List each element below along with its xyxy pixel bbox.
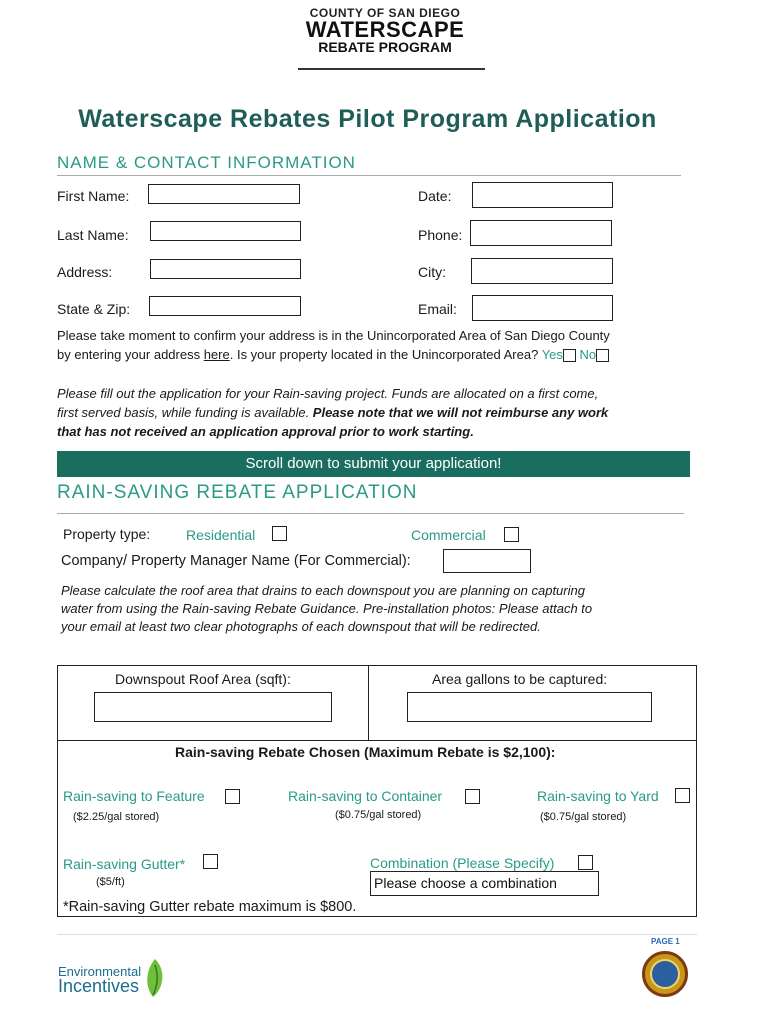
- unincorporated-no-checkbox[interactable]: [596, 349, 609, 362]
- city-input[interactable]: [471, 258, 613, 284]
- roof-area-label: Downspout Roof Area (sqft):: [115, 671, 291, 687]
- date-input[interactable]: [472, 182, 613, 208]
- program-logo-sub: REBATE PROGRAM: [318, 39, 452, 55]
- option-container-checkbox[interactable]: [465, 789, 480, 804]
- commercial-checkbox[interactable]: [504, 527, 519, 542]
- property-type-label: Property type:: [63, 526, 151, 542]
- roof-area-input[interactable]: [94, 692, 332, 722]
- option-gutter-checkbox[interactable]: [203, 854, 218, 869]
- company-name-input[interactable]: [443, 549, 531, 573]
- instructions-line3: your email at least two clear photographs of each downspout that will be redirected.: [61, 619, 541, 634]
- gutter-max-note: *Rain-saving Gutter rebate maximum is $800.: [63, 899, 357, 915]
- gallons-label: Area gallons to be captured:: [432, 671, 608, 687]
- county-name: COUNTY OF SAN DIEGO: [309, 6, 461, 20]
- state-zip-label: State & Zip:: [57, 301, 131, 317]
- instructions-line2: water from using the Rain-saving Rebate Guidance. Pre-installation photos: Please attach to: [61, 601, 593, 616]
- option-yard-rate: ($0.75/gal stored): [540, 811, 627, 823]
- phone-input[interactable]: [470, 220, 612, 246]
- county-seal-center: [650, 959, 680, 989]
- email-input[interactable]: [472, 295, 613, 321]
- notice-line2: [57, 403, 608, 422]
- confirm-address-line2: [57, 345, 609, 364]
- option-combination-label: Combination (Please Specify): [370, 855, 555, 871]
- option-feature-rate: ($2.25/gal stored): [73, 811, 160, 823]
- no-label: No: [579, 347, 597, 362]
- partner-name-line1: Environmental: [58, 964, 142, 979]
- table-divider-horizontal: [57, 740, 697, 741]
- last-name-label: Last Name:: [57, 227, 129, 243]
- rebate-section-rule: [57, 513, 684, 514]
- option-container-rate: ($0.75/gal stored): [335, 809, 422, 821]
- combination-select[interactable]: Please choose a combination: [370, 871, 599, 896]
- confirm-text-pre: by entering your address: [57, 347, 204, 362]
- logo-divider: [298, 68, 485, 70]
- option-gutter-label: Rain-saving Gutter*: [63, 856, 186, 872]
- gallons-input[interactable]: [407, 692, 652, 722]
- leaf-icon: [141, 957, 165, 999]
- date-label: Date:: [418, 188, 452, 204]
- state-zip-input[interactable]: [149, 296, 301, 316]
- program-logo-main: WATERSCAPE: [305, 17, 465, 42]
- company-name-label: Company/ Property Manager Name (For Commercial):: [61, 553, 411, 569]
- page-number: PAGE 1: [651, 937, 680, 946]
- residential-label: Residential: [186, 527, 256, 543]
- notice-line1: Please fill out the application for your Rain-saving project. Funds are allocated on a first come,: [57, 386, 599, 401]
- confirm-address-line1: Please take moment to confirm your address is in the Unincorporated Area of San Diego County: [57, 328, 610, 343]
- option-gutter-rate: ($5/ft): [96, 876, 125, 888]
- first-name-input[interactable]: [148, 184, 300, 204]
- instructions-line1: Please calculate the roof area that drains to each downspout you are planning on capturing: [61, 583, 585, 598]
- address-label: Address:: [57, 264, 113, 280]
- unincorporated-yes-checkbox[interactable]: [563, 349, 576, 362]
- option-yard-checkbox[interactable]: [675, 788, 690, 803]
- scroll-banner: Scroll down to submit your application!: [57, 451, 690, 477]
- partner-name-line2: Incentives: [58, 976, 140, 996]
- document-title: Waterscape Rebates Pilot Program Application: [78, 105, 657, 133]
- rebate-chosen-label: Rain-saving Rebate Chosen (Maximum Rebate is $2,100):: [175, 744, 556, 760]
- phone-label: Phone:: [418, 227, 463, 243]
- notice-text: first served basis, while funding is available.: [57, 405, 313, 420]
- table-divider-vertical: [368, 665, 369, 740]
- option-combination-checkbox[interactable]: [578, 855, 593, 870]
- commercial-label: Commercial: [411, 527, 486, 543]
- yes-label: Yes: [541, 347, 563, 362]
- option-feature-label: Rain-saving to Feature: [63, 788, 205, 804]
- last-name-input[interactable]: [150, 221, 301, 241]
- rebate-section-heading: RAIN-SAVING REBATE APPLICATION: [57, 482, 418, 503]
- notice-bold-text: Please note that we will not reimburse any work: [312, 405, 609, 420]
- option-yard-label: Rain-saving to Yard: [537, 788, 659, 804]
- first-name-label: First Name:: [57, 188, 130, 204]
- contact-section-heading: NAME & CONTACT INFORMATION: [57, 153, 356, 172]
- address-lookup-link[interactable]: here: [203, 347, 230, 362]
- email-label: Email:: [418, 301, 457, 317]
- option-container-label: Rain-saving to Container: [288, 788, 443, 804]
- option-feature-checkbox[interactable]: [225, 789, 240, 804]
- footer-divider: [57, 934, 697, 935]
- city-label: City:: [418, 264, 446, 280]
- notice-line3: that has not received an application approval prior to work starting.: [57, 424, 474, 439]
- contact-section-rule: [57, 175, 681, 176]
- confirm-text-post: . Is your property located in the Unincorporated Area?: [229, 347, 539, 362]
- residential-checkbox[interactable]: [272, 526, 287, 541]
- address-input[interactable]: [150, 259, 301, 279]
